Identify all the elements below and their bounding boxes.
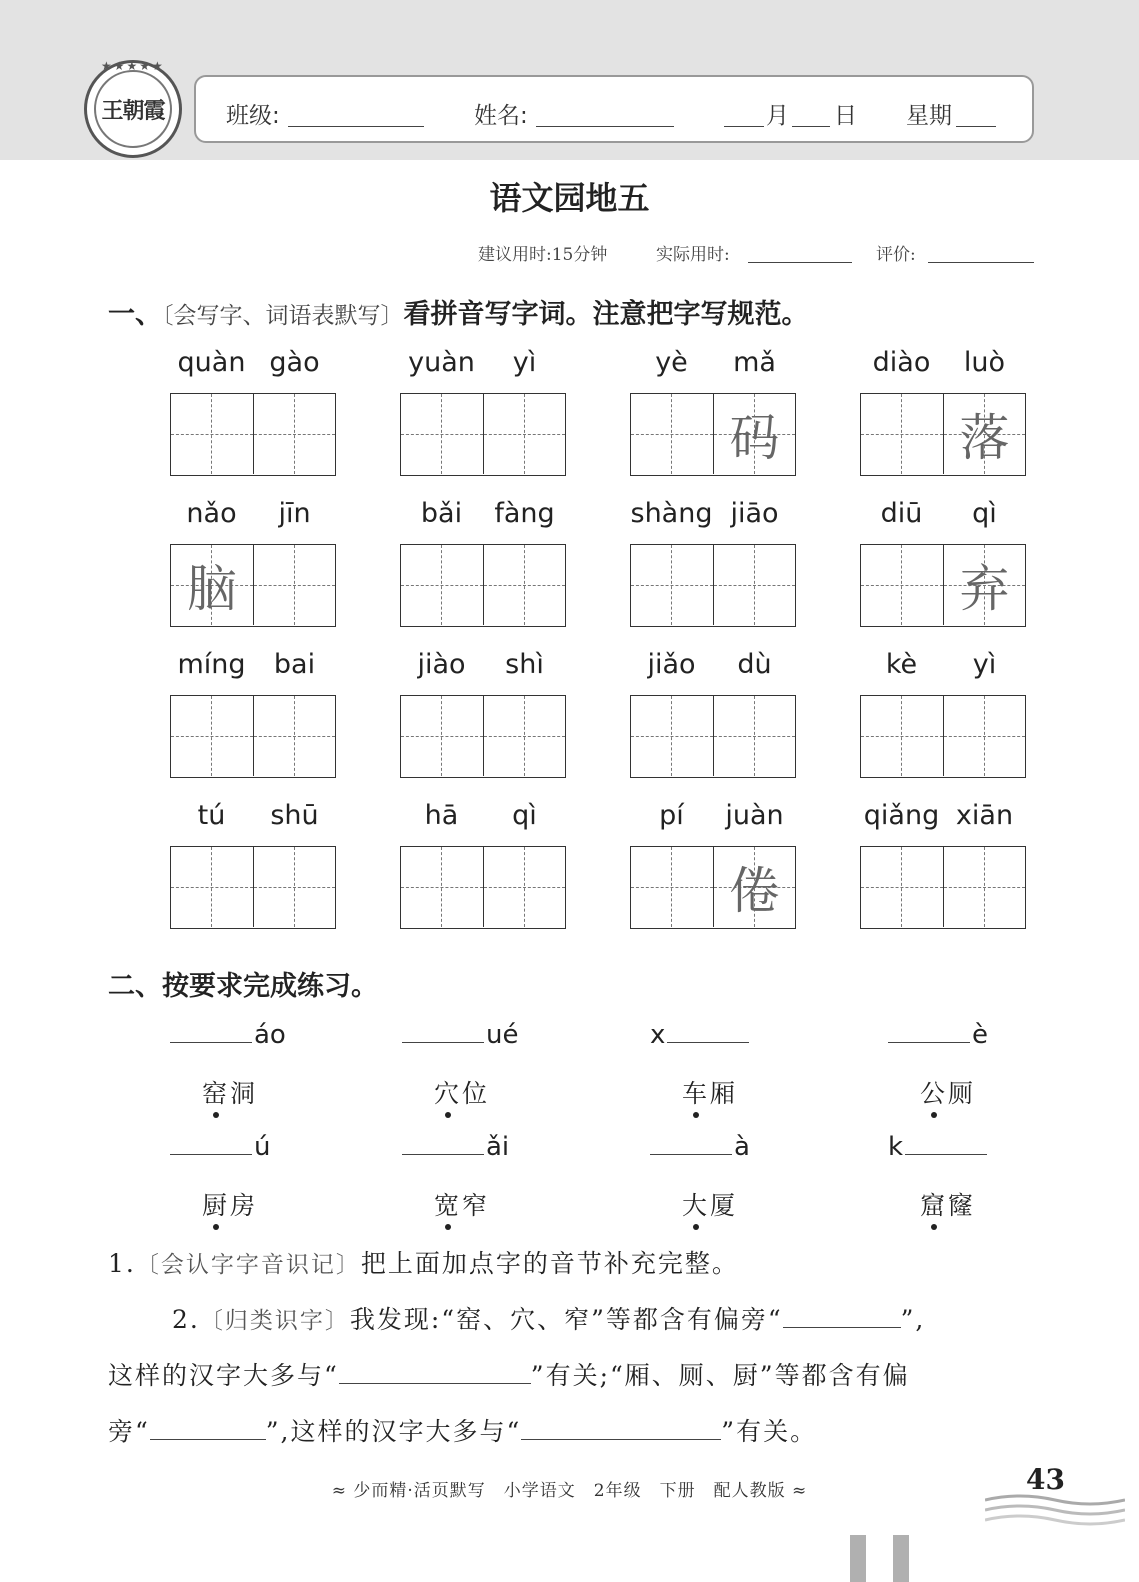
q2-blank-1[interactable] (783, 1306, 901, 1328)
student-info-box (194, 75, 1034, 143)
hint-character (861, 696, 943, 776)
hint-character (484, 545, 565, 625)
pinyin-syllable: luò (963, 347, 1006, 378)
writing-box (860, 393, 1026, 476)
section1-number: 一、 (108, 299, 162, 330)
tian-grid-cell[interactable] (943, 545, 1025, 625)
hint-character (861, 847, 943, 927)
pinyin-blank[interactable] (170, 1021, 252, 1043)
hint-character (401, 847, 483, 927)
pinyin-syllable: jiāo (730, 498, 779, 529)
week-field[interactable] (956, 126, 996, 127)
logo-text: 王朝霞 (101, 97, 165, 124)
pinyin-hint: x (650, 1020, 666, 1050)
emphasis-dot-icon (213, 1224, 219, 1230)
pinyin-syllable: diū (880, 498, 923, 529)
emphasis-dot-icon (693, 1224, 699, 1230)
logo-stars-icon: ★★★★★ (101, 59, 165, 73)
emphasis-dot-icon (213, 1112, 219, 1118)
pinyin-blank[interactable] (402, 1021, 484, 1043)
pinyin-syllable: jiǎo (647, 649, 696, 680)
pinyin-syllable: xiān (955, 800, 1014, 831)
dotted-word: 窑洞 (202, 1079, 259, 1108)
section1-heading (108, 292, 809, 331)
q2-blank-4[interactable] (521, 1418, 721, 1440)
writing-box (630, 544, 796, 627)
hint-character (714, 545, 795, 625)
hint-character (484, 847, 565, 927)
tian-grid-cell[interactable] (171, 847, 253, 927)
eval-field[interactable] (928, 262, 1034, 263)
tian-grid-cell[interactable] (713, 847, 795, 927)
writing-box (860, 846, 1026, 929)
pinyin-fill (888, 1020, 988, 1050)
pinyin-syllable: shì (505, 649, 544, 680)
tian-grid-cell[interactable] (861, 847, 943, 927)
tian-grid-cell[interactable] (713, 394, 795, 474)
hint-character (484, 394, 565, 474)
week-label: 星期 (906, 103, 952, 129)
pinyin-syllable: yì (512, 347, 537, 378)
pinyin-syllable: shàng (630, 498, 713, 529)
emphasis-dot-icon (931, 1224, 937, 1230)
tian-grid-cell[interactable] (861, 545, 943, 625)
hint-character (861, 394, 943, 474)
hint-character (861, 545, 943, 625)
hint-character (401, 696, 483, 776)
hint-character (944, 847, 1025, 927)
hint-character (171, 696, 253, 776)
writing-box (170, 393, 336, 476)
q2-tag: 〔归类识字〕 (199, 1308, 350, 1334)
pinyin-syllable: qiǎng (863, 800, 940, 831)
hint-character (484, 696, 565, 776)
writing-box (630, 695, 796, 778)
q2-text-e: 旁“ (108, 1417, 150, 1446)
wave-decoration-icon (985, 1490, 1125, 1530)
pinyin-blank[interactable] (650, 1133, 732, 1155)
publisher-logo (84, 60, 182, 158)
hint-character (631, 394, 713, 474)
tian-grid-cell[interactable] (943, 696, 1025, 776)
tian-grid-cell[interactable] (861, 394, 943, 474)
page-title: 语文园地五 (489, 179, 650, 217)
dotted-word: 大厦 (682, 1191, 739, 1220)
dotted-word: 宽窄 (434, 1191, 491, 1220)
pinyin-syllable: diào (872, 347, 931, 378)
pinyin-hint: è (972, 1020, 988, 1050)
name-label: 姓名: (474, 103, 528, 129)
hint-character (944, 696, 1025, 776)
hint-character (631, 847, 713, 927)
pinyin-syllable: yuàn (408, 347, 475, 378)
hint-character (171, 847, 253, 927)
hint-character (631, 545, 713, 625)
pinyin-syllable: gào (269, 347, 320, 378)
tian-grid-cell[interactable] (631, 545, 713, 625)
tian-grid-cell[interactable] (401, 847, 483, 927)
binder-mark (893, 1535, 909, 1582)
hint-character: 弃 (959, 560, 1010, 618)
writing-box (630, 393, 796, 476)
pinyin-fill (170, 1132, 270, 1162)
pinyin-syllable: tú (197, 800, 226, 831)
emphasis-dot-icon (693, 1112, 699, 1118)
class-label: 班级: (226, 103, 280, 129)
q1-number: 1. (108, 1249, 136, 1278)
tian-grid-cell[interactable] (483, 696, 565, 776)
pinyin-syllable: shū (270, 800, 319, 831)
pinyin-syllable: nǎo (186, 498, 237, 529)
writing-box (400, 393, 566, 476)
question-2-line-3 (108, 1412, 817, 1448)
tian-grid-cell[interactable] (713, 545, 795, 625)
tian-grid-cell[interactable] (483, 545, 565, 625)
pinyin-syllable: dù (737, 649, 772, 680)
binder-mark (850, 1535, 866, 1582)
pinyin-hint: áo (254, 1020, 286, 1050)
pinyin-fill (170, 1020, 286, 1050)
tian-grid-cell[interactable] (253, 394, 335, 474)
question-2-line-1 (108, 1300, 925, 1336)
question-1 (108, 1244, 739, 1280)
emphasis-dot-icon (931, 1112, 937, 1118)
tian-grid-cell[interactable] (171, 696, 253, 776)
writing-box (400, 695, 566, 778)
pinyin-syllable: kè (885, 649, 918, 680)
tian-grid-cell[interactable] (401, 696, 483, 776)
pinyin-blank[interactable] (402, 1133, 484, 1155)
hint-character (171, 394, 253, 474)
dotted-word: 穴位 (434, 1079, 491, 1108)
hint-character (401, 394, 483, 474)
pinyin-blank[interactable] (888, 1021, 970, 1043)
q2-text-f: ”,这样的汉字大多与“ (265, 1417, 522, 1446)
eval-label: 评价: (876, 245, 916, 265)
writing-box (400, 846, 566, 929)
tian-grid-cell[interactable] (401, 545, 483, 625)
emphasis-dot-icon (445, 1112, 451, 1118)
q2-blank-2[interactable] (339, 1362, 531, 1384)
hint-character: 脑 (187, 560, 237, 618)
dotted-word: 厨房 (202, 1191, 259, 1220)
writing-box (860, 695, 1026, 778)
pinyin-syllable: pí (659, 800, 684, 831)
pinyin-fill (650, 1132, 750, 1162)
section2-heading: 二、按要求完成练习。 (108, 971, 378, 1002)
tian-grid-cell[interactable] (713, 696, 795, 776)
pinyin-blank[interactable] (170, 1133, 252, 1155)
writing-box (170, 695, 336, 778)
pinyin-fill (650, 1020, 749, 1050)
hint-character (254, 696, 335, 776)
page-number: 43 (1026, 1463, 1065, 1496)
emphasis-dot-icon (445, 1224, 451, 1230)
q2-text-b: ”, (900, 1305, 926, 1334)
tian-grid-cell[interactable] (861, 696, 943, 776)
writing-box (170, 544, 336, 627)
question-2-line-2 (108, 1356, 910, 1392)
pinyin-syllable: fàng (494, 498, 555, 529)
tian-grid-cell[interactable] (401, 394, 483, 474)
q2-text-c: 这样的汉字大多与“ (108, 1361, 339, 1390)
tian-grid-cell[interactable] (483, 394, 565, 474)
month-field[interactable] (724, 126, 764, 127)
day-label: 日 (834, 103, 857, 129)
tian-grid-cell[interactable] (483, 847, 565, 927)
q1-tag: 〔会认字字音识记〕 (135, 1252, 361, 1278)
pinyin-hint: à (734, 1132, 750, 1162)
hint-character (254, 394, 335, 474)
pinyin-syllable: qì (512, 800, 537, 831)
actual-time-field[interactable] (748, 262, 852, 263)
hint-character (401, 545, 483, 625)
writing-box (170, 846, 336, 929)
pinyin-hint: k (888, 1132, 904, 1162)
actual-time-label: 实际用时: (656, 245, 730, 265)
hint-character: 倦 (729, 862, 780, 920)
section1-tag: 〔会写字、词语表默写〕 (162, 303, 404, 329)
pinyin-syllable: jīn (278, 498, 311, 529)
name-field[interactable] (536, 126, 674, 127)
day-field[interactable] (792, 126, 830, 127)
tian-grid-cell[interactable] (631, 394, 713, 474)
pinyin-fill (888, 1132, 987, 1162)
tian-grid-cell[interactable] (253, 545, 335, 625)
footer-text: ≈ 少而精·活页默写 小学语文 2年级 下册 配人教版 ≈ (331, 1481, 808, 1501)
pinyin-syllable: quàn (177, 347, 246, 378)
tian-grid-cell[interactable] (171, 545, 253, 625)
tian-grid-cell[interactable] (253, 696, 335, 776)
tian-grid-cell[interactable] (631, 696, 713, 776)
pinyin-fill (402, 1020, 518, 1050)
class-field[interactable] (288, 126, 424, 127)
q1-text: 把上面加点字的音节补充完整。 (360, 1249, 739, 1278)
pinyin-syllable: juàn (725, 800, 784, 831)
writing-box (630, 846, 796, 929)
dotted-word: 车厢 (682, 1079, 739, 1108)
pinyin-syllable: yì (972, 649, 997, 680)
tian-grid-cell[interactable] (943, 847, 1025, 927)
q2-text-d: ”有关;“厢、厕、厨”等都含有偏 (530, 1361, 910, 1390)
hint-character (254, 847, 335, 927)
hint-character: 落 (959, 409, 1010, 467)
tian-grid-cell[interactable] (171, 394, 253, 474)
pinyin-syllable: míng (177, 649, 246, 680)
writing-box (400, 544, 566, 627)
hint-character (714, 696, 795, 776)
pinyin-hint: ú (254, 1132, 271, 1162)
section1-instruction: 看拼音写字词。注意把字写规范。 (403, 299, 809, 330)
pinyin-hint: ué (486, 1020, 519, 1050)
pinyin-syllable: qì (972, 498, 997, 529)
tian-grid-cell[interactable] (943, 394, 1025, 474)
writing-box (860, 544, 1026, 627)
hint-character (631, 696, 713, 776)
q2-text-g: ”有关。 (721, 1417, 818, 1446)
hint-character (254, 545, 335, 625)
pinyin-hint: ǎi (486, 1132, 510, 1162)
pinyin-syllable: bai (273, 649, 316, 680)
hint-character: 码 (729, 409, 780, 467)
q2-number: 2. (172, 1305, 200, 1334)
pinyin-syllable: hā (424, 800, 459, 831)
pinyin-syllable: bǎi (420, 498, 463, 529)
month-label: 月 (766, 103, 789, 129)
pinyin-fill (402, 1132, 509, 1162)
suggested-time: 建议用时:15分钟 (478, 245, 608, 265)
tian-grid-cell[interactable] (631, 847, 713, 927)
pinyin-blank[interactable] (667, 1021, 749, 1043)
tian-grid-cell[interactable] (253, 847, 335, 927)
pinyin-syllable: yè (655, 347, 688, 378)
q2-text-a: 我发现:“窑、穴、窄”等都含有偏旁“ (349, 1305, 783, 1334)
q2-blank-3[interactable] (150, 1418, 266, 1440)
dotted-word: 窟窿 (920, 1191, 977, 1220)
pinyin-syllable: mǎ (733, 347, 776, 378)
dotted-word: 公厕 (920, 1079, 977, 1108)
pinyin-blank[interactable] (905, 1133, 987, 1155)
pinyin-syllable: jiào (417, 649, 466, 680)
